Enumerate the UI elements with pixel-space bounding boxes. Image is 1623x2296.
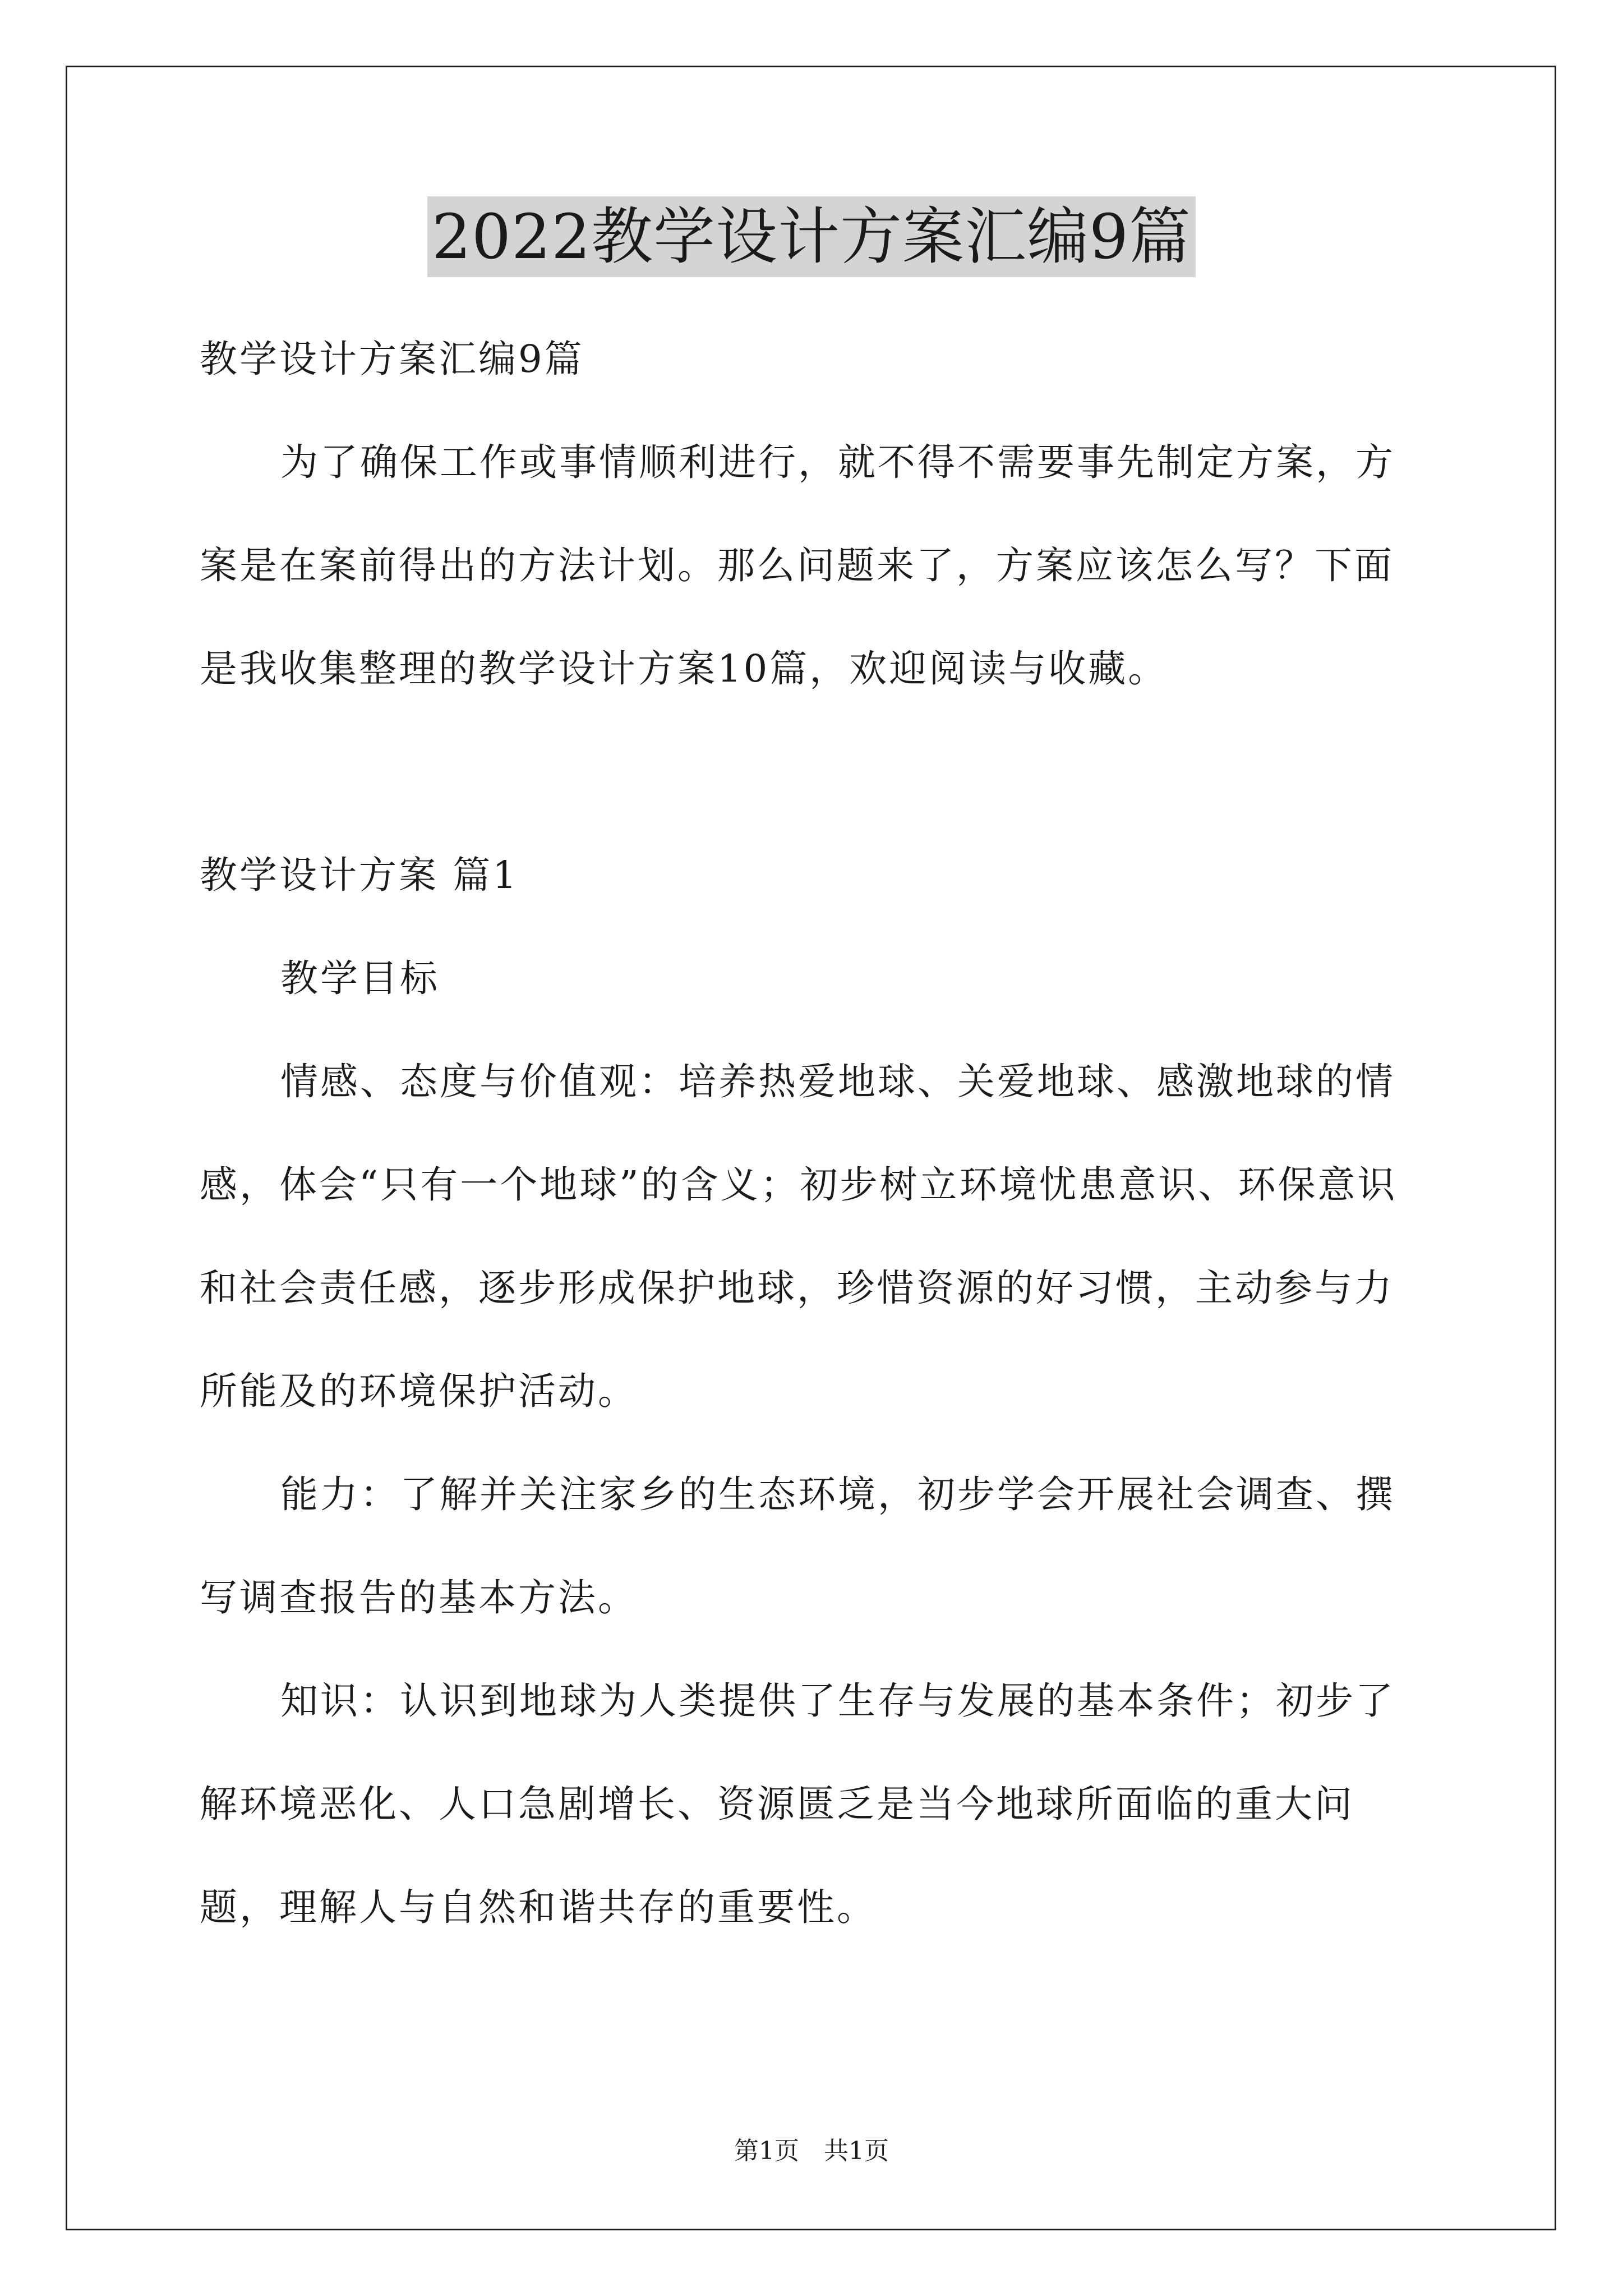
blank-line [200,720,1433,823]
page-footer: 第1页 共1页 [734,2137,889,2165]
document-title: 2022教学设计方案汇编9篇 [427,196,1196,277]
document-body [200,307,1433,1959]
title-container [0,196,1623,277]
paragraph-knowledge: 知识：认识到地球为人类提供了生存与发展的基本条件；初步了解环境恶化、人口急剧增长、资源匮乏是当今地球所面临的重大问题，理解人与自然和谐共存的重要性。 [200,1679,1395,1929]
paragraph-intro: 为了确保工作或事情顺利进行，就不得不需要事先制定方案，方案是在案前得出的方法计划。那么问题来了，方案应该怎么写？下面是我收集整理的教学设计方案10篇，欢迎阅读与收藏。 [200,440,1395,691]
paragraph-emotion-values: 情感、态度与价值观：培养热爱地球、关爱地球、感激地球的情感，体会“只有一个地球”的含义；初步树立环境忧患意识、环保意识和社会责任感，逐步形成保护地球，珍惜资源的好习惯，主动参与力所能及的环境保护活动。 [200,1060,1398,1413]
paragraph-ability: 能力：了解并关注家乡的生态环境，初步学会开展社会调查、撰写调查报告的基本方法。 [200,1473,1395,1619]
paragraph-subtitle: 教学设计方案汇编9篇 [200,337,584,381]
paragraph-objectives-heading: 教学目标 [280,956,440,1000]
section-heading: 教学设计方案 篇1 [200,853,519,897]
